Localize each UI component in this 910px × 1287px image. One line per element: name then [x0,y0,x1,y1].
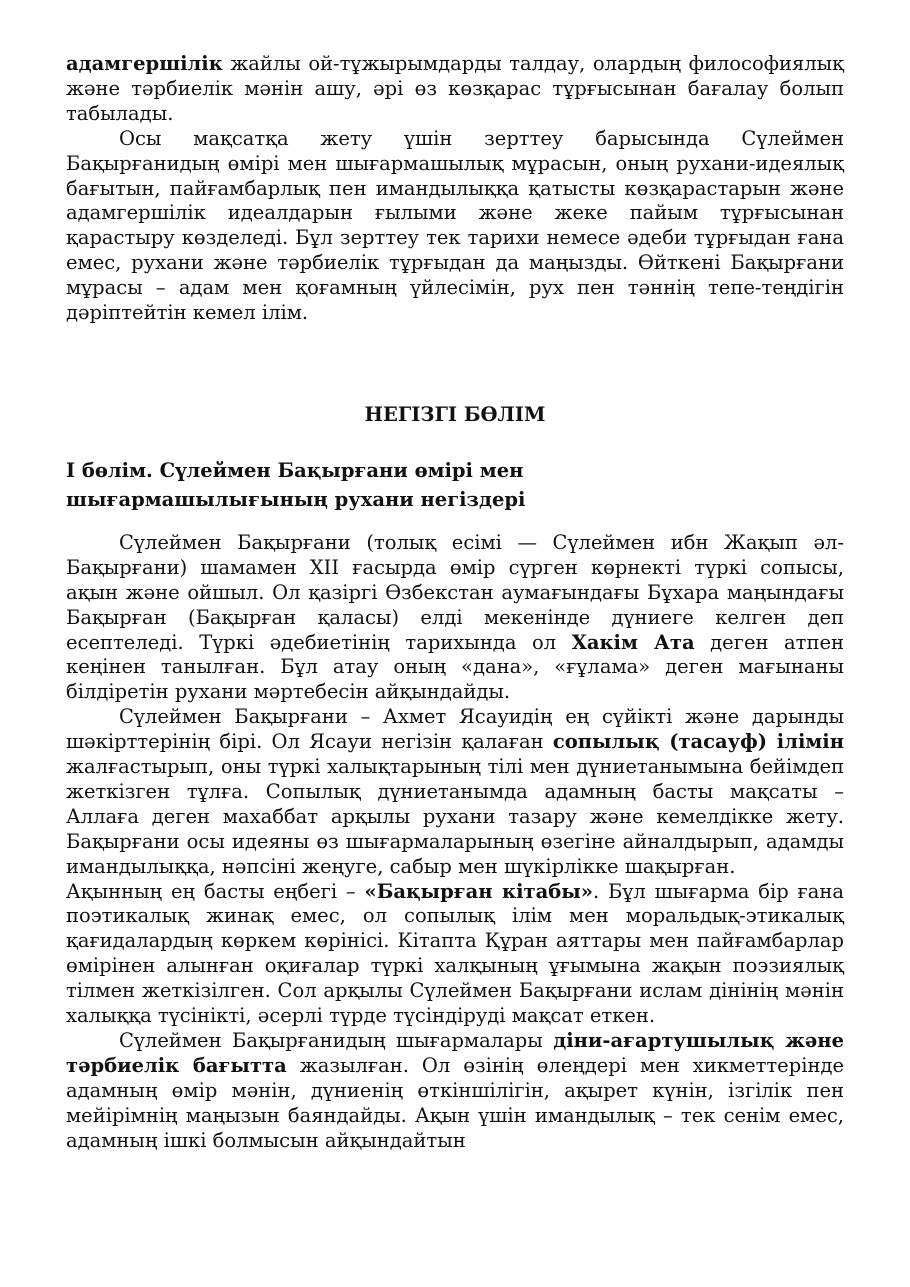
body-paragraph-4-text-a: Сүлеймен Бақырғанидың шығармалары [119,1029,554,1052]
body-paragraph-1-text-b: деген атпен кеңінен танылған. Бұл атау оның «дана», «ғұлама» деген мағынаны білдіретін рухани мәртебесін айқындайды. [66,630,844,704]
body-paragraph-1-text-a: Сүлеймен Бақырғани (толық есімі — Сүлеймен ибн Жақып әл-Бақырғани) шамамен XII ғасырда өмір сүрген көрнекті түркі сопысы, ақын және ойшыл. Ол қазіргі Өзбекстан аумағындағы Бұхара маңындағы Бақырған (Бақырған қаласы) елді мекенінде дүниеге келген деп есептеледі. Түркі әдебиетінің тарихында ол [66,530,844,654]
bold-term-hakim-ata: Хакім Ата [571,630,695,654]
body-paragraph-4-text-b: жазылған. Ол өзінің өлеңдері мен хикметтерінде адамның өмір мәнін, дүниенің өткіншілігін, ақырет күнін, ізгілік пен мейірімнің маңызын баяндайды. Ақын үшін имандылық – тек сенім емес, адамның ішкі болмысын айқындайтын [66,1053,844,1152]
intro-paragraph-1-text: жайлы ой-тұжырымдарды талдау, олардың философиялық және тәрбиелік мәнін ашу, әрі өз көзқарас тұрғысынан бағалау болып табылады. [66,52,844,125]
document-page [66,52,844,1154]
body-paragraph-2-text-a: Сүлеймен Бақырғани – Ахмет Ясауидің ең сүйікті және дарынды шәкірттерінің бірі. Ол Ясауи негізін қалаған [66,705,844,754]
body-paragraph-1 [66,531,844,705]
bold-term-direction: діни-ағартушылық және тәрбиелік бағытта [66,1029,844,1077]
chapter-spacer [66,514,844,531]
intro-paragraph-2: Осы мақсатқа жету үшін зерттеу барысында Сүлеймен Бақырғанидың өмірі мен шығармашылық мұрасын, оның рухани-идеялық бағытын, пайғамбарлық пен имандылыққа қатысты көзқарастарын және адамгершілік идеалдарын ғылыми және жеке пайым тұрғысынан қарастыру көзделеді. Бұл зерттеу тек тарихи немесе әдеби тұрғыдан ғана емес, рухани және тәрбиелік тұрғыдан да маңызды. Өйткені Бақырғани мұрасы – адам мен қоғамның үйлесімін, рух пен тәннің тепе-теңдігін дәріптейтін кемел ілім. [66,126,844,325]
section-spacer [66,326,844,403]
body-paragraph-3-text-b: . Бұл шығарма бір ғана поэтикалық жинақ емес, ол сопылық ілім мен моральдық-этикалық қағидалардың көркем көрінісі. Кітапта Құран аяттары мен пайғамбарлар өмірінен алынған оқиғалар түркі халқының ұғымына жақын поэзиялық тілмен жеткізілген. Сол арқылы Сүлеймен Бақырғани ислам дінінің мәнін халыққа түсінікті, әсерлі түрде түсіндіруді мақсат еткен. [66,879,844,1028]
bold-term-book-title: «Бақырған кітабы» [364,879,593,903]
section-title: НЕГІЗГІ БӨЛІМ [364,402,546,426]
body-paragraph-3 [66,880,844,1029]
body-paragraph-2-text-b: жалғастырып, оны түркі халықтарының тілі мен дүниетанымына бейімдеп жеткізген тұлға. Сопылық дүниетанымда адамның басты мақсаты – Аллаға деген махаббат арқылы рухани тазару және кемелдікке жету. Бақырғани осы идеяны өз шығармаларының өзегіне айналдырып, адамды имандылыққа, нәпсіні жеңуге, сабыр мен шүкірлікке шақырған. [66,755,844,878]
body-paragraph-4 [66,1029,844,1154]
body-paragraph-2 [66,705,844,879]
bold-term-sufism: сопылық (тасауф) ілімін [552,730,844,754]
bold-term-adamgershilik: адамгершілік [66,52,223,75]
body-paragraph-3-text-a: Ақынның ең басты еңбегі – [66,879,365,903]
intro-paragraph-1 [66,52,844,127]
chapter-title: I бөлім. Сүлеймен Бақырғани өмірі мен шығармашылығының рухани негіздері [66,458,526,511]
